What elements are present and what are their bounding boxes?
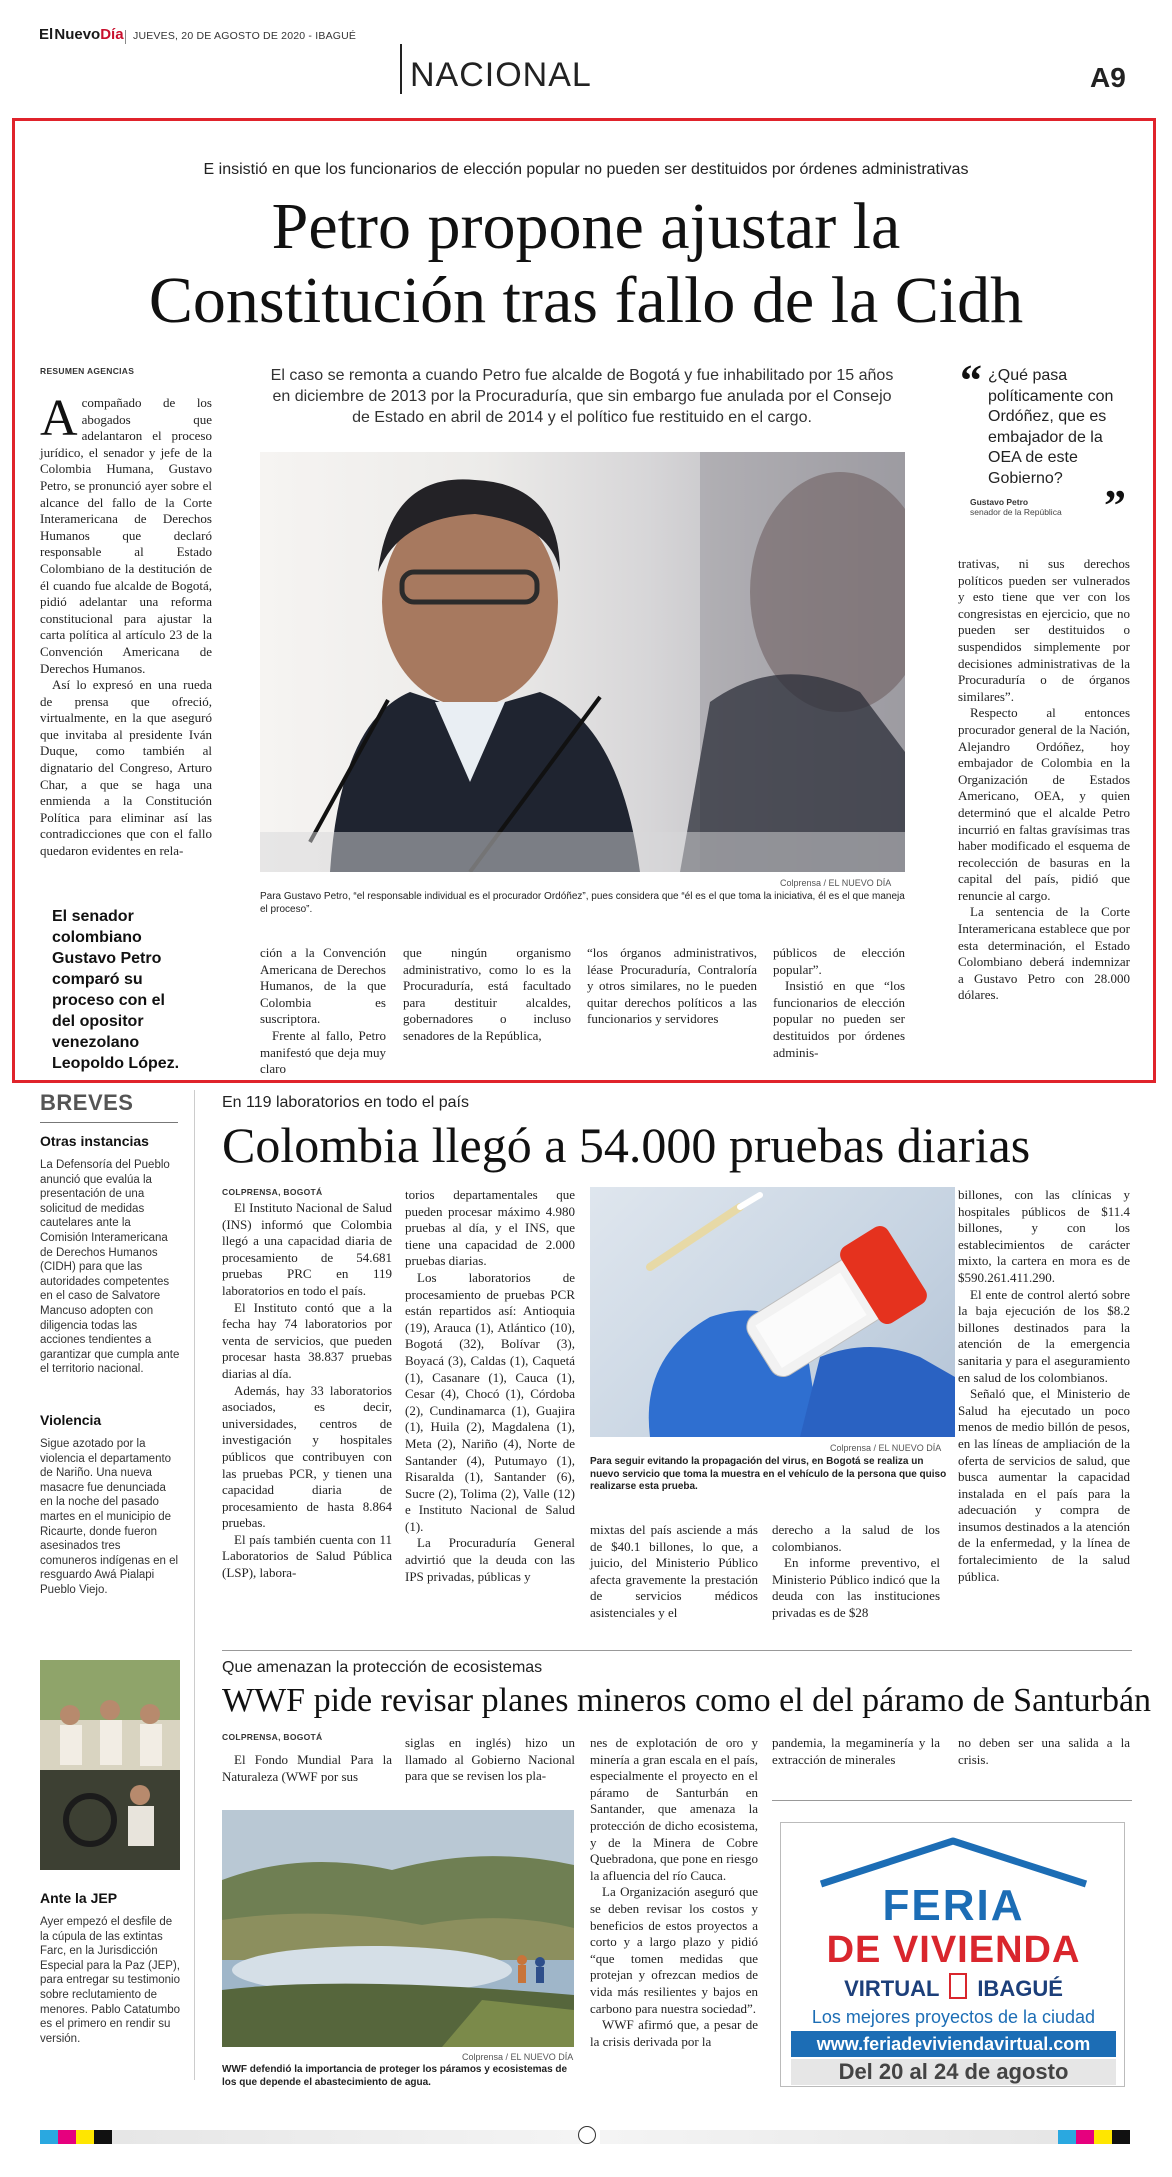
registration-bar-right [600, 2130, 1130, 2144]
registration-mark-icon [578, 2126, 596, 2144]
story2-col5 [958, 1187, 1130, 1585]
lead-col6-p2: Respecto al entonces procurador general de la Nación, Alejandro Ordóñez, hoy embajador de Colombia en la Organización de Estados Americano, OEA, y quien determinó que el alcalde Petro incurrió en faltas gravísimas tras haber modificado el esquema de recolección de basuras en la capital del país, pidió que renuncie al cargo. [958, 705, 1130, 903]
ad-line1: FERIA [882, 1881, 1025, 1930]
story3-col3-p3: WWF afirmó que, a pesar de la crisis derivada por la [590, 2017, 758, 2049]
story2-col3-p1: mixtas del país asciende a más de $40.1 billones, lo que, a juicio, del Ministerio Público afecta gravemente la prestación de servicios médicos asistenciales y el [590, 1522, 758, 1620]
page-number: A9 [1090, 62, 1126, 93]
quote-author: Gustavo Petro [970, 497, 1029, 507]
quote-text: ¿Qué pasa políticamente con Ordóñez, que es embajador de la OEA de este Gobierno? [988, 367, 1114, 487]
lead-col4-p1: “los órganos administrativos, léase Procuraduría, Contraloría y otros similares, no le pueden quitar derechos políticos a las funcionarios y servidores [587, 945, 757, 1027]
story3-headline: WWF pide revisar planes mineros como el del páramo de Santurbán [222, 1682, 1152, 1719]
lead-col6-p3: La sentencia de la Corte Interamericana establece que por esta determinación, el Estado Colombiano deberá indemnizar a Gustavo Petro con 28.000 dólares. [958, 904, 1130, 1003]
story3-photo [222, 1810, 574, 2047]
quote-close-mark: ” [1104, 481, 1126, 530]
story2-photo-caption: Para seguir evitando la propagación del virus, en Bogotá se realiza un nuevo servicio que toma la muestra en el vehículo de la persona que quiso realizarse esta prueba. [590, 1456, 947, 1492]
lead-col1-p1: compañado de los abogados que adelantaron el proceso jurídico, el senador y jefe de la Colombia Humana, Gustavo Petro, se pronunció ayer sobre el alcance del fallo de la Corte Interamericana de Derechos Humanos que declaró responsable al Estado Colombiano de la destitución de él cuando fue alcalde de Bogotá, pidió adelantar una reforma constitucional para ajustar la carta política al artículo 23 de la Convención Americana de Derechos Humanos. [40, 395, 212, 676]
story3-col2-p1: siglas en inglés) hizo un llamado al Gobierno Nacional para que se revisen los pla- [405, 1735, 575, 1784]
breves-rule [40, 1122, 178, 1123]
story2-headline: Colombia llegó a 54.000 pruebas diarias [222, 1117, 1031, 1173]
story2-col2-p1: torios departamentales que pueden procesar máximo 4.980 pruebas al día, y el INS, que tiene una capacidad de 2.000 pruebas diarias. [405, 1187, 575, 1269]
breves-title: BREVES [40, 1090, 134, 1115]
lead-kicker: E insistió en que los funcionarios de elección popular no pueden ser destituidos por órdenes administrativas [203, 161, 969, 178]
breves-photo-art [40, 1660, 180, 1870]
story3-col3-p2: La Organización aseguró que se deben revisar los costos y beneficios de estos proyectos a corto y a largo plazo y pidió “que tomen medidas que protejan y ofrezcan medios de vida más resilientes y bajos en carbono para nuestra sociedad”. [590, 1884, 758, 2016]
lead-col6 [958, 556, 1130, 1004]
story2-photo-art [590, 1187, 955, 1437]
lead-photo-credit: Colprensa / EL NUEVO DÍA [780, 878, 892, 888]
story3-col4 [772, 1735, 940, 1768]
story3-col1-p1: El Fondo Mundial Para la Naturaleza (WWF por sus [222, 1752, 392, 1784]
lead-col2-p1: ción a la Convención Americana de Derechos Humanos, de la que Colombia es suscriptora. [260, 945, 386, 1027]
story2-col4-p1: derecho a la salud de los colombianos. [772, 1522, 940, 1554]
story2-col2-p3: La Procuraduría General advirtió que la deuda con las IPS privadas, públicas y [405, 1535, 575, 1584]
masthead-logo [39, 26, 124, 43]
feria-ad [780, 1822, 1125, 2087]
story3-col2 [405, 1735, 575, 1785]
breves-photo [40, 1660, 180, 1870]
house-roof-icon [781, 1829, 1126, 1889]
story3-photo-art [222, 1810, 574, 2047]
lead-col6-p1: trativas, ni sus derechos políticos pueden ser vulnerados y esto tiene que ver con los congresistas en ejercicio, que no pueden ser destituidos o suspendidos simplemente por decisiones administrativas de la Procuraduría o de órganos similares”. [958, 556, 1130, 704]
breves-item1-text: La Defensoría del Pueblo anunció que evalúa la presentación de una solicitud de medidas cautelares ante la Comisión Interamericana de Derechos Humanos (CIDH) para que las autoridades competentes en el caso de Salvatore Mancuso adopten con diligencia todas las acciones tendientes a garantizar que cumpla ante el territorio nacional. [40, 1159, 180, 1376]
story3-col4-p1: pandemia, la megaminería y la extracción de minerales [772, 1735, 940, 1767]
section-divider [400, 44, 402, 94]
breves-item1-title: Otras instancias [40, 1133, 149, 1149]
breves-item2-title: Violencia [40, 1412, 102, 1428]
story2-col5-p3: Señaló que, el Ministerio de Salud ha ejecutado un poco menos de medio billón de pesos, en las líneas de ampliación de la oferta de servicios de salud, que busca aumentar la capacidad instalada en el país para la adecuación y compra de insumos destinados a la atención de la enfermedad, y la línea de fortalecimiento de la salud pública. [958, 1386, 1130, 1584]
lead-col1 [40, 390, 212, 860]
lead-deck: El caso se remonta a cuando Petro fue alcalde de Bogotá y fue inhabilitado por 15 años en diciembre de 2013 por la Procuraduría, que sin embargo fue anulada por el Consejo de Estado en abril de 2014 y el político fue restituido en el cargo. [270, 367, 894, 426]
story2-col5-p2: El ente de control alertó sobre la baja ejecución de los $8.2 billones destinados para la atención de la emergencia sanitaria y para el aseguramiento en salud de los colombianos. [958, 1286, 1130, 1385]
ad-line3a: VIRTUAL [844, 1976, 940, 2001]
door-icon [949, 1973, 967, 1999]
story2-col1-p1: El Instituto Nacional de Salud (INS) informó que Colombia llegó a una capacidad diaria de procesamiento de 54.681 pruebas PRC en 119 laboratorios en todo el país. [222, 1200, 392, 1298]
story3-col5-p1: no deben ser una salida a la crisis. [958, 1735, 1130, 1767]
story3-col1 [222, 1752, 392, 1785]
logo-el: El [39, 26, 54, 43]
story2-col2 [405, 1187, 575, 1585]
lead-col2-p2: Frente al fallo, Petro manifestó que deja muy claro [260, 1027, 386, 1077]
sidebar-divider [194, 1090, 195, 2080]
lead-photo [260, 452, 905, 872]
lead-photo-art [260, 452, 905, 872]
lead-col4 [587, 945, 757, 1028]
story3-col3-p1: nes de explotación de oro y minería a gran escala en el país, especialmente el proyecto en el páramo de Santurbán en Santander, que amenaza la protección de dicho ecosistema, y de la Minera de Cobre Quebradona, que pone en riesgo la afluencia del río Cauca. [590, 1735, 758, 1883]
story2-col1 [222, 1200, 392, 1582]
story3-photo-caption: WWF defendió la importancia de proteger los páramos y ecosistemas de los que depende el abastecimiento de agua. [222, 2064, 568, 2088]
quote-role: senador de la República [970, 507, 1062, 517]
ad-dates: Del 20 al 24 de agosto [791, 2059, 1116, 2085]
lead-headline [0, 190, 1172, 338]
lead-col3 [403, 945, 571, 1045]
ad-line2: DE VIVIENDA [826, 1929, 1081, 1971]
story2-col5-p1: billones, con las clínicas y hospitales públicos de $11.4 billones, y con los establecimientos de carácter mixto, la cartera en mora es de $590.261.411.290. [958, 1187, 1130, 1285]
lead-col3-p1: que ningún organismo administrativo, como lo es la Procuraduría, está facultado para destituir alcaldes, gobernadores o incluso senadores de la República, [403, 945, 571, 1043]
ad-top-rule [772, 1800, 1132, 1801]
section-label: NACIONAL [410, 56, 592, 94]
lead-col2 [260, 945, 386, 1078]
masthead-divider [125, 30, 126, 44]
registration-bar-left [40, 2130, 580, 2144]
story3-byline: COLPRENSA, BOGOTÁ [222, 1732, 323, 1742]
logo-dia: Día [100, 26, 124, 43]
lead-byline: RESUMEN AGENCIAS [40, 366, 135, 376]
lead-pullquote-left: El senador colombiano Gustavo Petro comparó su proceso con el del opositor venezolano Leopoldo López. [52, 908, 180, 1072]
story2-kicker: En 119 laboratorios en todo el país [222, 1094, 469, 1111]
date-line: JUEVES, 20 DE AGOSTO DE 2020 - IBAGUÉ [133, 30, 357, 42]
logo-nuevo: Nuevo [54, 26, 101, 43]
story2-col1-p3: Además, hay 33 laboratorios asociados, es decir, universidades, centros de investigación y hospitales públicos que contribuyen con las pruebas PCR, y tienen una capacidad diaria de procesamiento de hasta 8.864 pruebas. [222, 1382, 392, 1531]
story2-col3 [590, 1522, 758, 1622]
story2-byline: COLPRENSA, BOGOTÁ [222, 1187, 323, 1197]
story3-photo-credit: Colprensa / EL NUEVO DÍA [462, 2052, 574, 2062]
story2-photo [590, 1187, 955, 1437]
ad-tagline: Los mejores proyectos de la ciudad [811, 2007, 1096, 2027]
lead-headline-line2: Constitución tras fallo de la Cidh [148, 264, 1024, 337]
story2-col2-p2: Los laboratorios de procesamiento de pruebas PCR están repartidos así: Antioquia (19), Arauca (1), Atlántico (10), Bogotá (32), Bolívar (3), Boyacá (3), Caldas (1), Caquetá (1), Casanare (1), Cauca (1), Cesar (4), Chocó (1), Córdoba (2), Cundinamarca (1), Guajira (1), Huila (2), Magdalena (1), Meta (2), Nariño (4), Norte de Santander (4), Putumayo (1), Risaralda (1), Santander (6), Sucre (2), Tolima (2), Valle (12) e Instituto Nacional de Salud (1). [405, 1269, 575, 1534]
story3-col3 [590, 1735, 758, 2050]
lead-photo-caption: Para Gustavo Petro, “el responsable individual es el procurador Ordóñez”, pues considera que “él es el que toma la iniciativa, él es el que maneja el proceso”. [260, 891, 905, 915]
lead-quote-box [960, 356, 1130, 530]
lead-col5 [773, 945, 905, 1061]
ad-line3 [781, 1973, 1126, 2002]
story2-col1-p2: El Instituto contó que a la fecha hay 74 laboratorios por venta de servicios, que pueden procesar hasta 38.837 pruebas diarias al día. [222, 1299, 392, 1381]
story3-kicker: Que amenazan la protección de ecosistemas [222, 1659, 543, 1676]
story2-col4-p2: En informe preventivo, el Ministerio Público indicó que la deuda con las instituciones privadas es de $28 [772, 1555, 940, 1620]
lead-headline-line1: Petro propone ajustar la [271, 190, 901, 263]
lead-col1-p2: Así lo expresó en una rueda de prensa que ofreció, virtualmente, en la que aseguró que invitaba al presidente Iván Duque, como también al dignatario del Congreso, Arturo Char, a que se haga una enmienda a la Constitución Política para eliminar así las contradicciones que con el fallo quedaron evidentes en rela- [40, 677, 212, 859]
breves-item2-text: Sigue azotado por la violencia el departamento de Nariño. Una nueva masacre fue denunciada en la noche del pasado martes en el municipio de Ricaurte, donde fueron asesinados tres comuneros indígenas en el resguardo Awá Pialapi Pueblo Viejo. [40, 1438, 179, 1596]
story2-col4 [772, 1522, 940, 1622]
breves-item3-text: Ayer empezó el desfile de la cúpula de las extintas Farc, en la Jurisdicción Especial para la Paz (JEP), para entregar su testimonio sobre reclutamiento de menores. Pablo Catatumbo es el primero en rendir su versión. [40, 1916, 180, 2045]
story2-col1-p4: El país también cuenta con 11 Laboratorios de Salud Pública (LSP), labora- [222, 1531, 392, 1581]
story2-bottom-rule [222, 1650, 1132, 1651]
quote-open-mark: “ [960, 356, 982, 405]
lead-col5-p1: públicos de elección popular”. [773, 945, 905, 977]
story2-photo-credit: Colprensa / EL NUEVO DÍA [830, 1443, 942, 1453]
ad-url[interactable]: www.feriadeviviendavirtual.com [791, 2031, 1116, 2057]
lead-col5-p2: Insistió en que “los funcionarios de elección popular no pueden ser destituidos por órdenes adminis- [773, 978, 905, 1060]
dropcap: A [40, 390, 78, 447]
breves-item3-title: Ante la JEP [40, 1890, 118, 1906]
story3-col5 [958, 1735, 1130, 1768]
ad-line3b: IBAGUÉ [977, 1976, 1063, 2001]
